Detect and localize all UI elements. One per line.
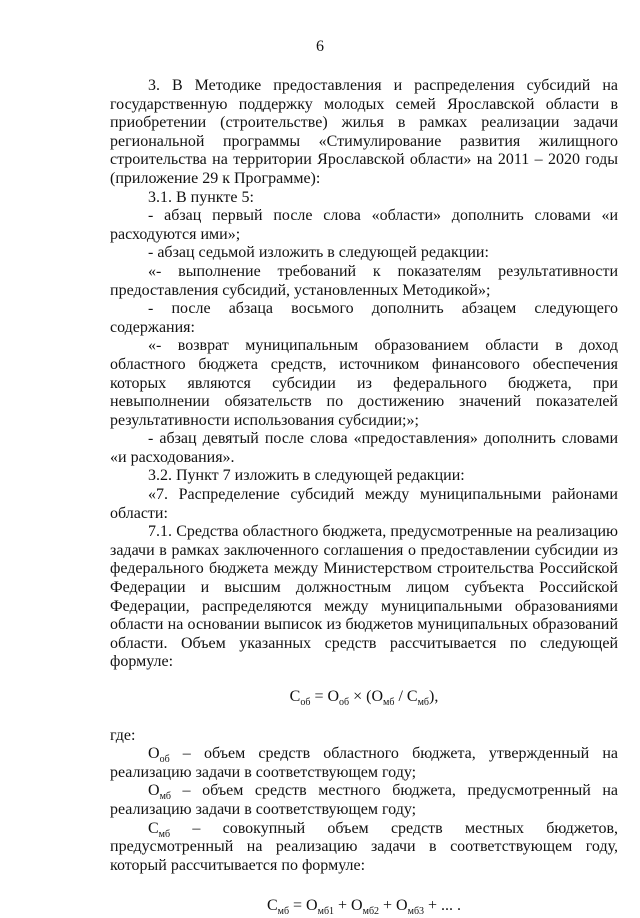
paragraph-abzac-8: - после абзаца восьмого дополнить абзацем следующего содержания:: [110, 300, 618, 336]
paragraph-abzac-9: - абзац девятый после слова «предоставления» дополнить словами «и расходования».: [110, 430, 618, 466]
document-body: [110, 77, 618, 916]
formula-c-ob: $С_{об} = О_{об} \times (О_{мб} / С_{мб})$,: [289, 688, 439, 709]
where-label: где:: [110, 726, 136, 744]
page-number: 6: [316, 38, 324, 55]
definition-o-ob: $О_{об}$ – объем средств областного бюджета, утвержденный на реализацию задачи в соответствующем году;: [110, 745, 618, 781]
paragraph-3-1: 3.1. В пункте 5:: [148, 188, 254, 206]
definition-o-mb: $О_{мб}$ – объем средств местного бюджета, предусмотренный на реализацию задачи в соответствующем году;: [110, 782, 618, 818]
paragraph-3-2: 3.2. Пункт 7 изложить в следующей редакции:: [148, 467, 465, 485]
definition-c-mb: $С_{мб}$ – совокупный объем средств местных бюджетов, предусмотренный на реализацию задачи в соответствующем году, который рассчитывается по формуле:: [110, 819, 618, 874]
paragraph-7-1: 7.1. Средства областного бюджета, предусмотренные на реализацию задачи в рамках заключенного соглашения о предоставлении субсидии из федерального бюджета между Министерством строительства Российской Федерации и высшим должностным лицом субъекта Российской Федерации, распределяются между муниципальными образованиями области на основании выписок из бюджетов муниципальных образований области. Объем указанных средств рассчитывается по следующей формуле:: [110, 523, 618, 671]
paragraph-quote-requirements: «- выполнение требований к показателям результативности предоставления субсидий, установленных Методикой»;: [110, 262, 618, 299]
paragraph-abzac-7: - абзац седьмой изложить в следующей редакции:: [148, 244, 489, 262]
paragraph-3: 3. В Методике предоставления и распределения субсидий на государственную поддержку молодых семей Ярославской области в приобретении (строительстве) жилья в рамках реализации задачи региональной программы «Стимулирование развития жилищного строительства на территории Ярославской области» на 2011 – 2020 годы (приложение 29 к Программе):: [110, 77, 618, 187]
paragraph-7: «7. Распределение субсидий между муниципальными районами области:: [110, 486, 618, 522]
formula-c-mb: $С_{мб} = О_{мб1} + О_{мб2} + О_{мб3}$ + ... .: [266, 897, 462, 918]
paragraph-abzac-1: - абзац первый после слова «области» дополнить словами «и расходуются ими»;: [110, 207, 618, 243]
paragraph-quote-return: «- возврат муниципальным образованием области в доход областного бюджета средств, источником финансового обеспечения которых являются субсидии из федерального бюджета, при невыполнении обязательств по достижению значений показателей результативности использования субсидии;»;: [110, 337, 618, 429]
